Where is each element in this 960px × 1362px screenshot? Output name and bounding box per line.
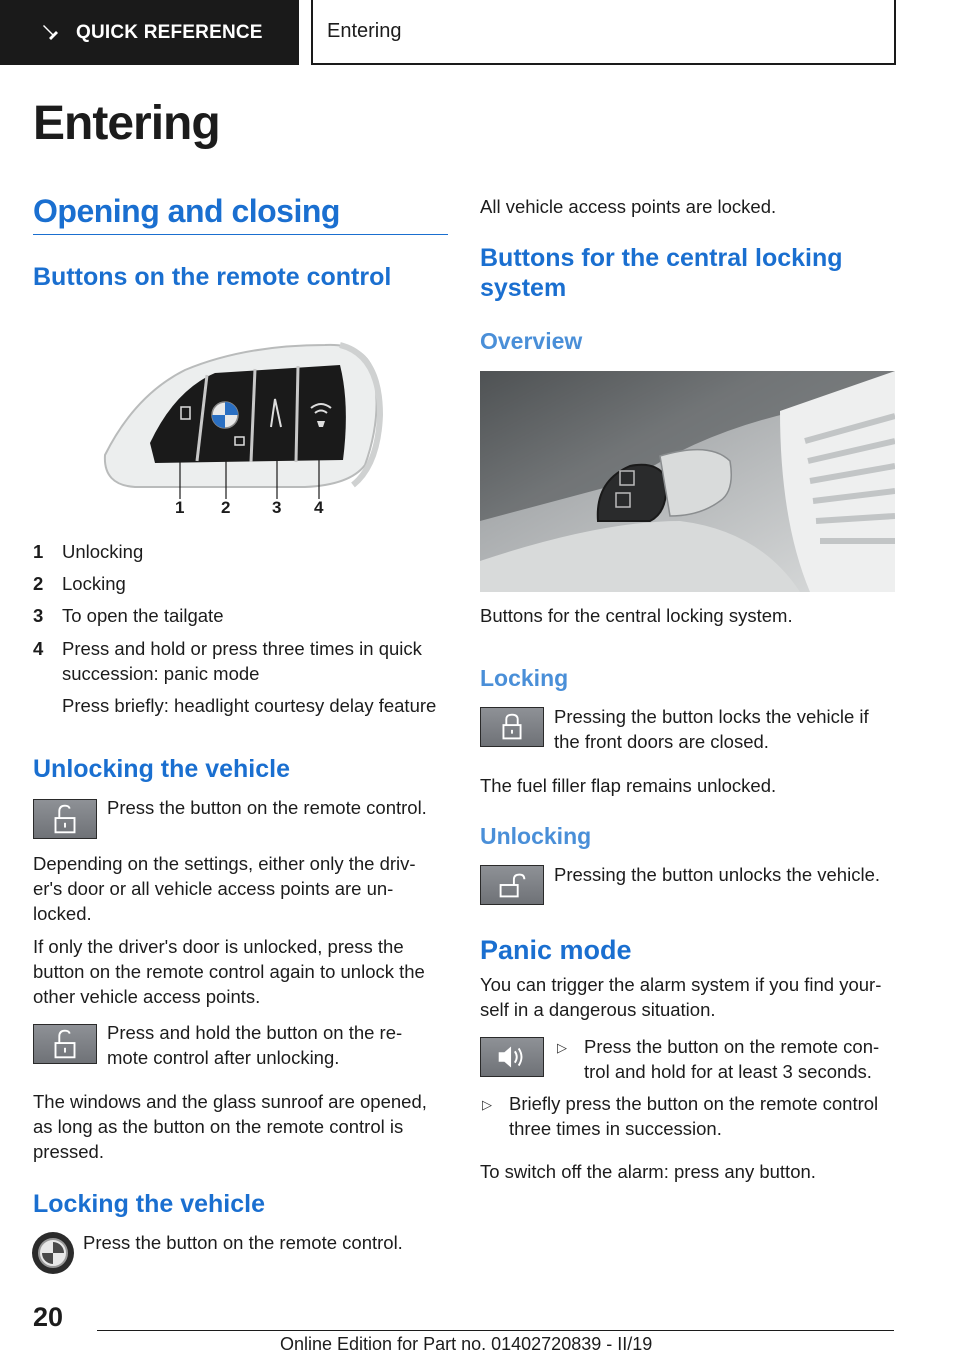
panic-mode-title: Panic mode (480, 935, 632, 965)
unlock-paragraph-1: Depending on the settings, either only the driv-er's door or all vehicle access points are un-locked. (33, 853, 416, 924)
panic-bullet-1: Press the button on the remote con-trol and hold for at least 3 seconds. (584, 1036, 880, 1082)
bmw-logo-icon (32, 1232, 74, 1274)
footer-edition: Online Edition for Part no. 01402720839 - II/19 (280, 1334, 653, 1354)
locking-text: Pressing the button locks the vehicle if the front doors are closed. (554, 706, 869, 752)
chapter-title: Entering (33, 97, 220, 150)
remote-label-1: 1 (175, 498, 185, 517)
unlocking-title: Unlocking (480, 823, 592, 849)
unlock-hold-button-image (33, 1024, 97, 1064)
locking-title: Locking (480, 665, 569, 691)
fuel-flap-text: The fuel filler flap remains unlocked. (480, 775, 777, 796)
section-rule (33, 234, 448, 235)
overview-title: Overview (480, 328, 583, 354)
panic-button-image (480, 1037, 544, 1077)
unlocking-text: Pressing the button unlocks the vehicle. (554, 864, 880, 885)
unlock-button-text: Press the button on the remote control. (107, 797, 427, 818)
section-title: Opening and closing (33, 193, 340, 229)
page-number: 20 (33, 1302, 64, 1332)
central-locking-photo (480, 371, 895, 592)
breadcrumb-entering: Entering (327, 20, 402, 42)
panic-bullet-2: Briefly press the button on the remote control three times in succession. (509, 1093, 879, 1139)
unlock-icon (34, 1025, 96, 1063)
lock-icon (481, 708, 543, 746)
remote-subtitle: Buttons on the remote control (33, 263, 392, 291)
list-num-4: 4 (33, 638, 44, 659)
unlock-vehicle-title: Unlocking the vehicle (33, 755, 291, 783)
list-item-1: Unlocking (62, 541, 144, 562)
quick-reference-icon (40, 22, 62, 44)
breadcrumb (311, 0, 896, 65)
unlock-paragraph-3: The windows and the glass sunroof are opened, as long as the button on the remote control is pressed. (33, 1091, 427, 1162)
quick-reference-tab[interactable] (0, 0, 299, 65)
bmw-logo-button-image (32, 1232, 74, 1274)
unlock-icon (34, 800, 96, 838)
list-num-2: 2 (33, 573, 44, 594)
photo-caption: Buttons for the central locking system. (480, 605, 793, 626)
list-item-3: To open the tailgate (62, 605, 224, 626)
remote-label-3: 3 (272, 498, 282, 517)
speaker-icon (481, 1038, 543, 1076)
all-locked-text: All vehicle access points are locked. (480, 196, 777, 217)
unlock-paragraph-2: If only the driver's door is unlocked, press the button on the remote control again to unlock the other vehicle access points. (33, 936, 425, 1007)
list-num-1: 1 (33, 541, 44, 562)
list-item-4: Press and hold or press three times in quick succession: panic mode (62, 638, 422, 684)
panic-paragraph: You can trigger the alarm system if you find your-self in a dangerous situation. (480, 974, 882, 1020)
unlock-button-image (33, 799, 97, 839)
lock-button-text: Press the button on the remote control. (83, 1232, 403, 1253)
unlock-icon (481, 866, 543, 904)
footer-rule (97, 1330, 894, 1331)
list-num-3: 3 (33, 605, 44, 626)
bullet-triangle-icon: ▷ (482, 1097, 492, 1112)
unlock-hold-text: Press and hold the button on the re-mote control after unlocking. (107, 1022, 403, 1068)
bullet-triangle-icon: ▷ (557, 1040, 567, 1055)
lock-button-image (480, 707, 544, 747)
list-item-2: Locking (62, 573, 126, 594)
list-item-4-extra: Press briefly: headlight courtesy delay feature (62, 695, 437, 716)
switch-off-text: To switch off the alarm: press any button. (480, 1161, 816, 1182)
central-locking-title: Buttons for the central locking system (480, 244, 843, 302)
central-unlock-button-image (480, 865, 544, 905)
remote-label-4: 4 (314, 498, 324, 517)
quick-reference-label: QUICK REFERENCE (76, 21, 263, 43)
remote-control-illustration (95, 335, 395, 520)
remote-label-2: 2 (221, 498, 231, 517)
lock-vehicle-title: Locking the vehicle (33, 1190, 266, 1218)
